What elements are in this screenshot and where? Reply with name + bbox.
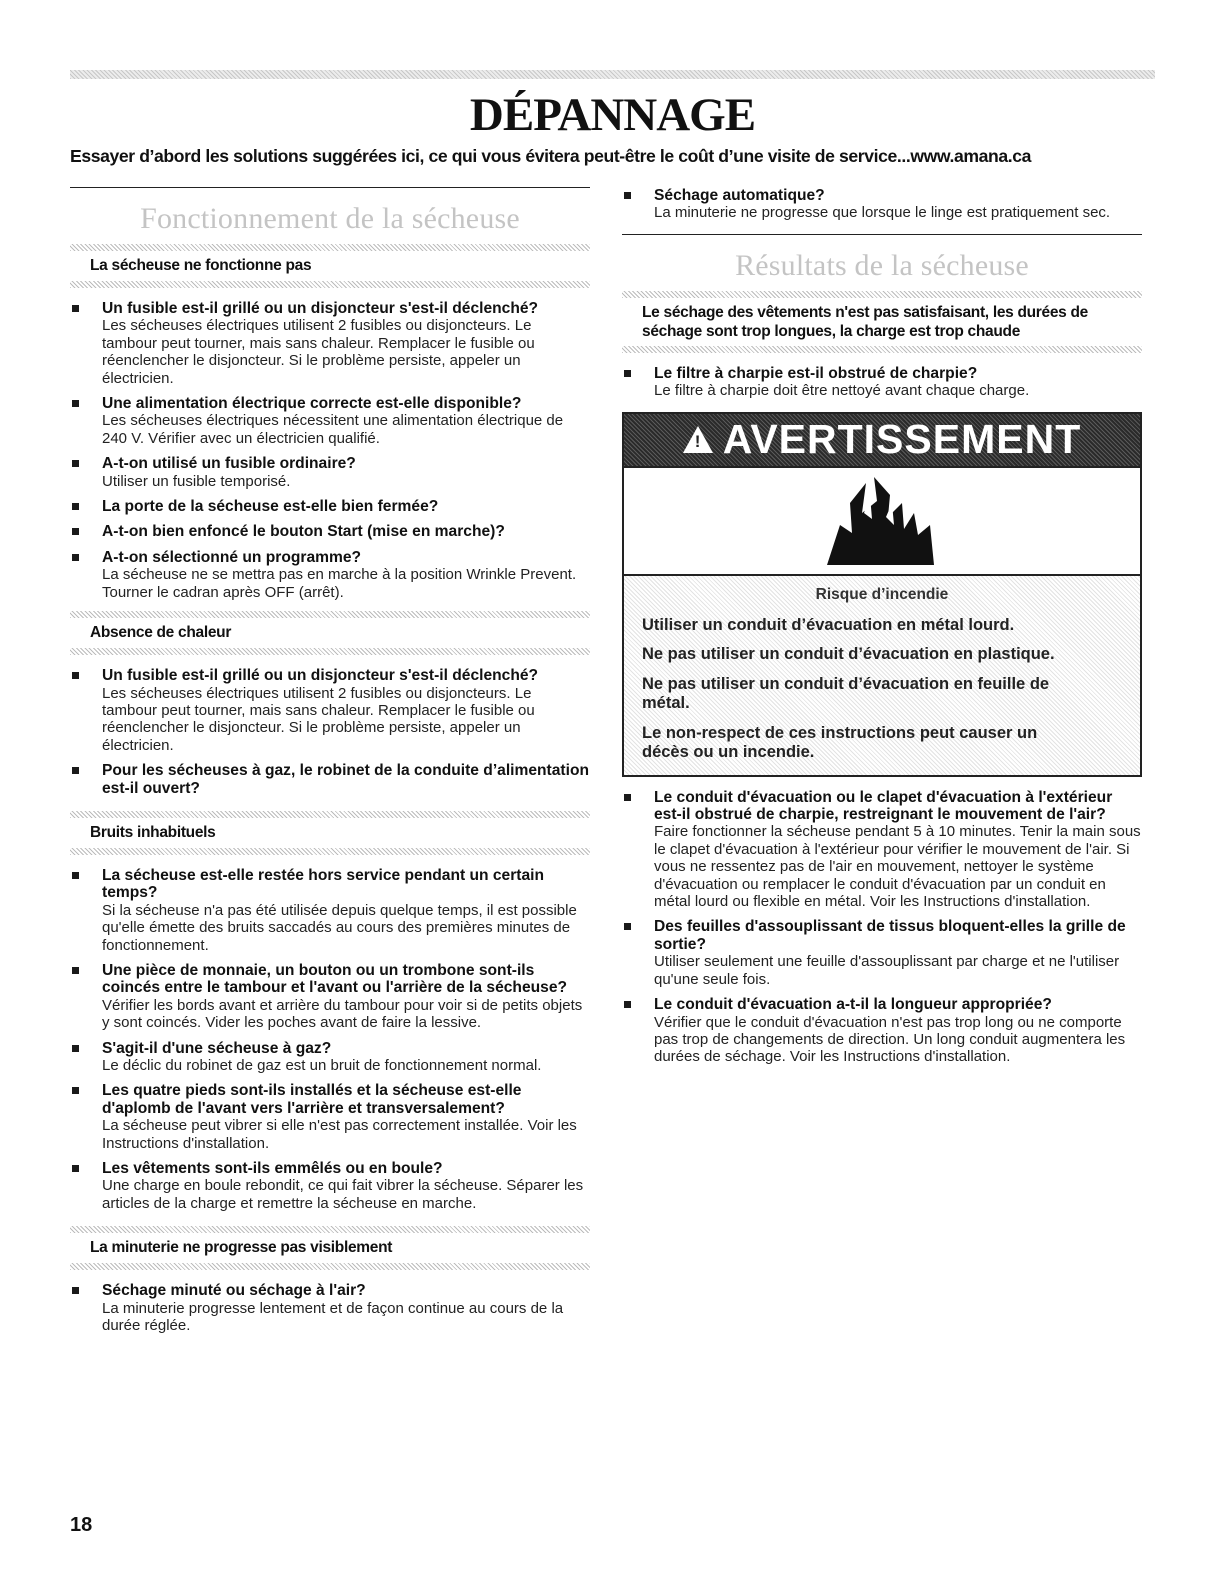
bullet-icon xyxy=(72,1165,79,1172)
item-question: Un fusible est-il grillé ou un disjoncteur s'est-il déclenché? xyxy=(102,300,539,317)
bullet-icon xyxy=(72,1045,79,1052)
bullet-icon xyxy=(624,794,631,801)
list-item xyxy=(70,455,590,490)
item-question: A-t-on utilisé un fusible ordinaire? xyxy=(102,455,356,473)
item-answer: La minuterie ne progresse que lorsque le linge est pratiquement sec. xyxy=(654,204,1111,222)
list-item xyxy=(622,187,1142,222)
item-answer: Les sécheuses électriques nécessitent une alimentation électrique de 240 V. Vérifier avec un électricien qualifié. xyxy=(102,412,564,447)
hatch-rule xyxy=(70,611,590,618)
warning-body xyxy=(624,576,1140,775)
bullet-icon xyxy=(72,305,79,312)
hatch-rule xyxy=(622,346,1142,353)
page-number: 18 xyxy=(70,1514,93,1536)
item-answer: Les sécheuses électriques utilisent 2 fusibles ou disjoncteurs. Le tambour peut tourner, mais sans chaleur. Remplacer le fusible ou réenclencher le disjoncteur. Si le problème persiste, appeler un électricien. xyxy=(102,317,535,387)
hatch-rule xyxy=(622,291,1142,298)
item-question: Séchage minuté ou séchage à l'air? xyxy=(102,1282,366,1300)
page-title: DÉPANNAGE xyxy=(469,89,756,141)
warning-line: Ne pas utiliser un conduit d’évacuation en feuille de métal. xyxy=(642,674,1050,713)
item-answer: Utiliser un fusible temporisé. xyxy=(102,472,291,490)
item-question: S'agit-il d'une sécheuse à gaz? xyxy=(102,1039,332,1057)
list-item xyxy=(622,365,1142,400)
item-question: A-t-on sélectionné un programme? xyxy=(102,548,362,566)
warning-risk: Risque d’incendie xyxy=(815,585,949,603)
item-answer: Le déclic du robinet de gaz est un bruit de fonctionnement normal. xyxy=(102,1057,542,1074)
item-question: Les vêtements sont-ils emmêlés ou en boule? xyxy=(102,1160,443,1178)
item-answer: La sécheuse peut vibrer si elle n'est pas correctement installée. Voir les Instructions d'installation. xyxy=(102,1117,577,1152)
list-item xyxy=(70,498,590,515)
bullet-icon xyxy=(72,554,79,561)
item-answer: Vérifier les bords avant et arrière du tambour pour voir si de petits objets y sont coincés. Vider les poches avant de faire la lessive. xyxy=(102,996,583,1032)
item-question: Le conduit d'évacuation a-t-il la longueur appropriée? xyxy=(654,996,1052,1014)
warning-line: Ne pas utiliser un conduit d’évacuation en plastique. xyxy=(642,645,1055,664)
list-item xyxy=(70,549,590,601)
list-item xyxy=(70,962,590,1032)
item-question: Séchage automatique? xyxy=(654,187,825,204)
item-question: Un fusible est-il grillé ou un disjoncteur s'est-il déclenché? xyxy=(102,667,539,685)
warning-line: Utiliser un conduit d’évacuation en métal lourd. xyxy=(642,615,1015,634)
item-answer: Si la sécheuse n'a pas été utilisée depuis quelque temps, il est possible qu'elle émette des bruits saccadés au cours des premières minutes de fonctionnement. xyxy=(102,901,577,954)
group-heading: La minuterie ne progresse pas visiblement xyxy=(90,1239,393,1257)
section-rule xyxy=(622,234,1142,235)
fire-icon xyxy=(822,473,942,568)
item-answer: Faire fonctionner la sécheuse pendant 5 à 10 minutes. Tenir la main sous le clapet d'évacuation à l'extérieur pour vérifier le mouvement de l'air. Si vous ne ressentez pas de l'air en mouvement, nettoyer le système d'évacuation ou remplacer le conduit d'évacuation par un conduit en métal lourd ou flexible en métal. Voir les Instructions d'installation. xyxy=(654,823,1141,911)
list-item xyxy=(70,1160,590,1212)
section-rule xyxy=(70,187,590,188)
hatch-rule xyxy=(70,848,590,855)
hatch-rule xyxy=(70,244,590,251)
group-heading: Absence de chaleur xyxy=(90,624,232,642)
bullet-icon xyxy=(72,400,79,407)
left-column xyxy=(70,187,590,1342)
bullet-icon xyxy=(72,503,79,510)
list-item xyxy=(70,1282,590,1334)
list-item xyxy=(70,667,590,754)
item-answer: Une charge en boule rebondit, ce qui fait vibrer la sécheuse. Séparer les articles de la charge et remettre la sécheuse en marche. xyxy=(102,1177,584,1212)
intro-text: Essayer d’abord les solutions suggérées ici, ce qui vous évitera peut-être le coût d’une visite de service...www.amana.ca xyxy=(70,146,1032,166)
item-answer: La minuterie progresse lentement et de façon continue au cours de la durée réglée. xyxy=(102,1299,564,1335)
section-title-results: Résultats de la sécheuse xyxy=(735,248,1029,282)
item-question: Le conduit d'évacuation ou le clapet d'évacuation à l'extérieur est-il obstrué de charpie, restreignant le mouvement de l'air? xyxy=(654,788,1113,824)
bullet-icon xyxy=(624,370,631,377)
list-item xyxy=(622,918,1142,988)
item-question: Des feuilles d'assouplissant de tissus bloquent-elles la grille de sortie? xyxy=(654,918,1126,953)
item-question: Pour les sécheuses à gaz, le robinet de la conduite d’alimentation est-il ouvert? xyxy=(102,762,590,797)
item-answer: Vérifier que le conduit d'évacuation n'est pas trop long ou ne comporte pas trop de changements de direction. Un long conduit augmentera les durées de séchage. Voir les Instructions d'installation. xyxy=(654,1013,1126,1066)
item-question: Une pièce de monnaie, un bouton ou un trombone sont-ils coincés entre le tambour et l'avant ou l'arrière de la sécheuse? xyxy=(102,961,568,997)
bullet-icon xyxy=(72,1087,79,1094)
bullet-icon xyxy=(72,460,79,467)
hatch-rule xyxy=(70,281,590,288)
bullet-icon xyxy=(624,192,631,199)
item-question: A-t-on bien enfoncé le bouton Start (mise en marche)? xyxy=(102,523,505,541)
top-hatched-rule xyxy=(70,70,1155,79)
list-item xyxy=(70,300,590,387)
hatch-rule xyxy=(70,811,590,818)
item-question: La sécheuse est-elle restée hors service pendant un certain temps? xyxy=(102,866,545,902)
bullet-icon xyxy=(72,672,79,679)
item-answer: Utiliser seulement une feuille d'assouplissant par charge et ne l'utiliser qu'une seule fois. xyxy=(654,953,1120,988)
warning-header xyxy=(624,414,1140,466)
list-item xyxy=(70,1040,590,1075)
item-question: Une alimentation électrique correcte est-elle disponible? xyxy=(102,395,522,413)
item-answer: Le filtre à charpie doit être nettoyé avant chaque charge. xyxy=(654,382,1030,400)
bullet-icon xyxy=(72,767,79,774)
hatch-rule xyxy=(70,1226,590,1233)
warning-line: Le non-respect de ces instructions peut causer un décès ou un incendie. xyxy=(642,723,1038,762)
item-question: La porte de la sécheuse est-elle bien fermée? xyxy=(102,498,439,516)
list-item xyxy=(70,395,590,447)
item-answer: La sécheuse ne se mettra pas en marche à la position Wrinkle Prevent. Tourner le cadran après OFF (arrêt). xyxy=(102,566,577,601)
item-question: Les quatre pieds sont-ils installés et la sécheuse est-elle d'aplomb de l'avant vers l'arrière et transversalement? xyxy=(102,1082,522,1117)
hatch-rule xyxy=(70,648,590,655)
list-item xyxy=(70,762,590,797)
bullet-icon xyxy=(624,923,631,930)
list-item xyxy=(70,1082,590,1152)
list-item xyxy=(70,867,590,954)
warning-pictogram xyxy=(624,466,1140,576)
item-question: Le filtre à charpie est-il obstrué de charpie? xyxy=(654,364,978,382)
list-item xyxy=(70,523,590,540)
group-heading: Bruits inhabituels xyxy=(90,823,216,841)
section-title-operation: Fonctionnement de la sécheuse xyxy=(140,202,520,235)
bullet-icon xyxy=(72,528,79,535)
group-heading: La sécheuse ne fonctionne pas xyxy=(90,257,312,274)
warning-box xyxy=(622,412,1142,777)
bullet-icon xyxy=(72,872,79,879)
list-item xyxy=(622,996,1142,1066)
bullet-icon xyxy=(72,1287,79,1294)
group-heading: Le séchage des vêtements n'est pas satisfaisant, les durées de séchage sont trop longues, la charge est trop chaude xyxy=(642,303,1088,340)
warning-triangle-icon: ! xyxy=(683,426,713,453)
bullet-icon xyxy=(72,967,79,974)
item-answer: Les sécheuses électriques utilisent 2 fusibles ou disjoncteurs. Le tambour peut tourner, mais sans chaleur. Remplacer le fusible ou réenclencher le disjoncteur. Si le problème persiste, appeler un électricien. xyxy=(102,684,535,754)
hatch-rule xyxy=(70,1263,590,1270)
warning-signal-word: AVERTISSEMENT xyxy=(722,416,1082,463)
right-column xyxy=(622,187,1142,1074)
list-item xyxy=(622,789,1142,911)
bullet-icon xyxy=(624,1001,631,1008)
